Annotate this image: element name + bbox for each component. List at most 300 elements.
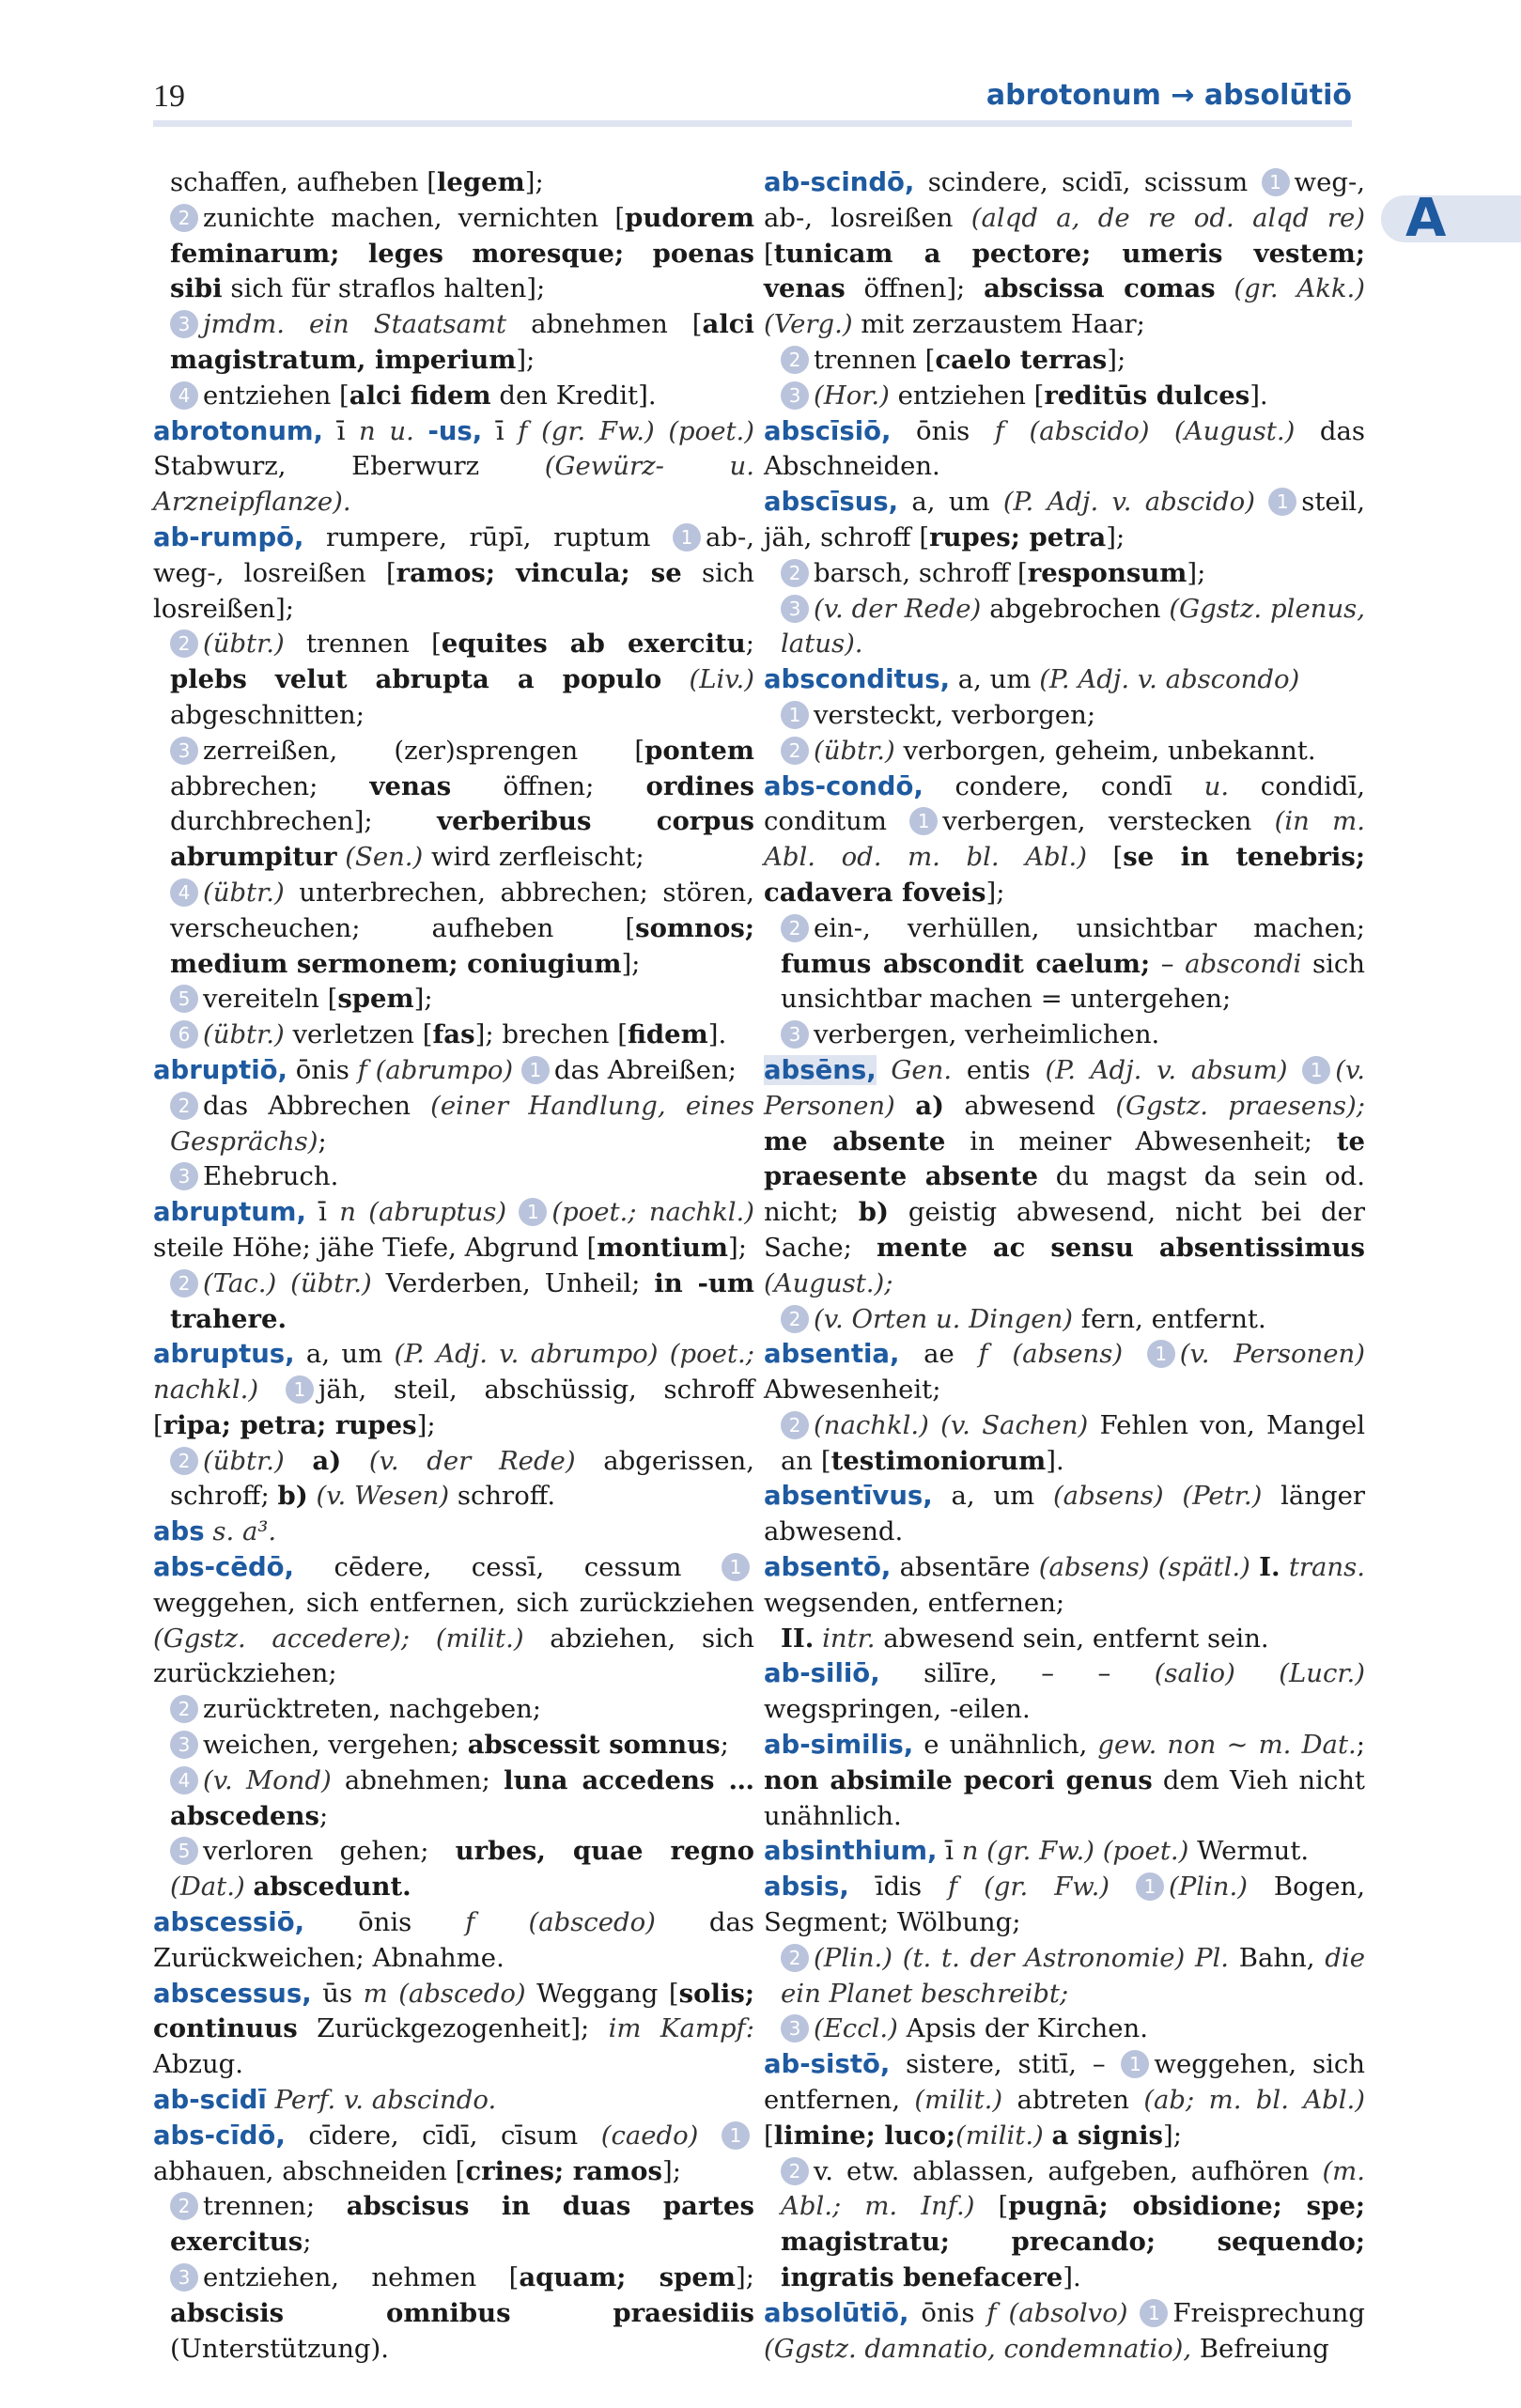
headword: ab-scidī [153, 2085, 267, 2116]
entry-text: abbrechen; [170, 770, 370, 801]
sense-paragraph [764, 379, 1365, 414]
grammar-note: n (gr. Fw.) (poet.) [961, 1836, 1189, 1867]
latin-example: a) [312, 1445, 342, 1476]
sense-number-badge: 2 [781, 559, 809, 587]
entry-text: entziehen [ [889, 380, 1045, 411]
headword: abrotonum, [153, 415, 323, 446]
grammar-note: (August.); [764, 1267, 893, 1298]
latin-example: somnos; medium sermonem; coniugium [170, 912, 754, 979]
grammar-note: (Tac.) (übtr.) [203, 1267, 372, 1298]
dictionary-entry [764, 485, 1365, 556]
entry-text [1128, 2298, 1141, 2328]
entry-text: ōnis [304, 1907, 466, 1938]
headword: abs [153, 1516, 205, 1547]
entry-text: ]; brechen [ [474, 1019, 628, 1050]
entry-text [285, 1446, 313, 1476]
grammar-note: trans. [1288, 1552, 1365, 1583]
sense-number-badge: 1 [781, 701, 809, 729]
entry-text: ; [720, 1730, 729, 1761]
sense-paragraph [153, 201, 754, 307]
grammar-note: (Sen.) [345, 842, 424, 873]
latin-example: abscissa comas [984, 273, 1216, 304]
entry-text [1255, 487, 1268, 517]
sense-number-badge: 4 [170, 878, 198, 907]
entry-text: Weggang [ [525, 1978, 679, 2009]
sense-paragraph [153, 1266, 754, 1338]
latin-example: te praesente absente [764, 1126, 1365, 1192]
headword: absconditus, [764, 664, 951, 695]
entry-text: cīdere, cīdī, cīsum [285, 2120, 601, 2151]
thumb-index-tab [1381, 188, 1521, 249]
grammar-note: (Eccl.) [814, 2013, 898, 2044]
latin-example: responsum [1027, 557, 1187, 588]
grammar-note: (poet.; nachkl.) [551, 1197, 754, 1228]
entry-text: du magst da sein od. nicht; [764, 1161, 1366, 1228]
entry-text: ein-, verhüllen, unsichtbar machen; [814, 912, 1365, 943]
entry-text: Ehebruch. [203, 1161, 339, 1192]
sense-paragraph [764, 556, 1365, 592]
grammar-note: (v. Orten u. Dingen) [814, 1303, 1074, 1334]
latin-example: equites ab exercitu [441, 629, 746, 660]
entry-text: [ [1086, 842, 1124, 873]
sense-paragraph [153, 1692, 754, 1728]
dictionary-entry [764, 1337, 1365, 1408]
sense-number-badge: 1 [1136, 1872, 1164, 1901]
grammar-note: (v. Wesen) [316, 1481, 450, 1512]
entry-text: Bahn, [1229, 1942, 1326, 1973]
entry-text: wegsenden, entfernen; [764, 1587, 1065, 1618]
entry-text: ōnis [908, 2297, 987, 2328]
entry-text: Verderben, Unheil; [371, 1267, 655, 1298]
entry-text: rumpere, rūpī, ruptum [303, 521, 673, 552]
entry-text [895, 1091, 915, 1121]
latin-example: pudorem feminarum; leges moresque; poenas sibi [170, 202, 754, 304]
entry-text: trennen; [203, 2191, 347, 2222]
dictionary-entry [764, 2047, 1365, 2153]
dictionary-entry [153, 2083, 754, 2119]
entry-text: ]; [1163, 2120, 1183, 2151]
latin-example: fumus abscondit caelum; [781, 948, 1151, 979]
entry-text: v. etw. ablassen, aufgeben, aufhören [814, 2155, 1323, 2186]
latin-example: reditūs dulces [1044, 380, 1250, 411]
entry-text: wegspringen, -eilen. [764, 1694, 1031, 1725]
sense-number-badge: 1 [519, 1198, 547, 1226]
sense-paragraph [153, 734, 754, 876]
entry-text: mit zerzaustem Haar; [852, 309, 1145, 340]
headword: abscessus, [153, 1978, 312, 2009]
latin-example: b) [858, 1197, 890, 1228]
sense-number-badge: 3 [170, 2263, 198, 2291]
entry-text: ]; [416, 1409, 436, 1440]
sense-number-badge: 4 [170, 1766, 198, 1794]
latin-example: ordines [645, 770, 754, 801]
latin-example: abscessit somnus [467, 1730, 721, 1761]
entry-text: ]; [1107, 344, 1126, 375]
entry-text [1280, 1552, 1289, 1582]
grammar-note: u. [1203, 770, 1230, 801]
entry-text: unterbrechen, abbrechen; stören, verscheuchen; aufheben [ [170, 877, 754, 943]
entry-text: ī [323, 415, 360, 446]
entry-text: sistere, stitī, – [890, 2049, 1122, 2080]
dictionary-entry [764, 662, 1365, 698]
entry-text: abgeschnitten; [170, 699, 365, 730]
entry-text: ]; [727, 1232, 747, 1263]
grammar-note: (übtr.) [203, 877, 285, 908]
sense-number-badge: 2 [170, 1269, 198, 1297]
sense-number-badge: 6 [170, 1020, 198, 1049]
latin-example: montium [597, 1232, 728, 1263]
sense-number-badge: 1 [1262, 168, 1290, 196]
dictionary-entry [153, 1195, 754, 1266]
entry-text: ]; [1106, 521, 1125, 552]
entry-text: ]. [707, 1019, 727, 1050]
latin-example: pontem [644, 735, 754, 766]
grammar-note: (Ggstz. praesens); [1115, 1090, 1366, 1121]
grammar-note: (m. Abl.; m. Inf.) [781, 2155, 1365, 2222]
entry-text: zurücktreten, nachgeben; [203, 1694, 542, 1725]
entry-text: ]; [516, 344, 535, 375]
entry-text [414, 416, 428, 446]
dictionary-entry [153, 1515, 754, 1550]
grammar-note: (gr. Akk.) (Verg.) [764, 273, 1365, 340]
entry-text: entziehen [ [203, 380, 349, 411]
entry-text: ; [745, 629, 754, 660]
latin-example: abscisus in duas partes exercitus [170, 2191, 754, 2258]
entry-text: ]; [524, 167, 544, 197]
sense-number-badge: 2 [781, 1411, 809, 1439]
sense-paragraph [764, 734, 1365, 769]
entry-text: ]; [413, 984, 433, 1015]
dictionary-entry [153, 414, 754, 520]
entry-text: ab-, weg-, losreißen [ [153, 521, 754, 588]
header-rule [153, 120, 1352, 127]
entry-text: Befreiung [1191, 2333, 1329, 2364]
entry-text: schaffen, aufheben [ [170, 167, 437, 197]
entry-text: abnehmen; [331, 1764, 504, 1795]
entry-text: a, um [932, 1481, 1053, 1512]
entry-text: verborgen, geheim, unbekannt. [894, 735, 1316, 766]
dictionary-entry [153, 1550, 754, 1692]
sense-paragraph [153, 307, 754, 379]
sense-paragraph [153, 1159, 754, 1195]
grammar-note: im Kampf: [608, 2013, 754, 2044]
grammar-note: abscondi [1185, 948, 1302, 979]
headword: abscessiō, [153, 1907, 305, 1938]
entry-text [1288, 1055, 1303, 1085]
entry-text: durchbrechen]; [170, 806, 438, 837]
entry-text: Bogen, Segment; Wölbung; [764, 1872, 1365, 1938]
entry-text: weichen, vergehen; [203, 1730, 468, 1761]
dictionary-entry [764, 1656, 1365, 1728]
latin-example: caelo terras [935, 344, 1108, 375]
entry-text: ōnis [891, 415, 995, 446]
sense-number-badge: 1 [1121, 2050, 1149, 2078]
sense-paragraph [764, 911, 1365, 1018]
grammar-note: (übtr.) [203, 1445, 285, 1476]
grammar-note: (milit.) [914, 2085, 1003, 2116]
grammar-note: (Ggstz. accedere); (milit.) [153, 1623, 524, 1654]
headword: -us, [427, 415, 483, 446]
entry-text: Wermut. [1188, 1836, 1310, 1867]
entry-text: ]; [1187, 557, 1206, 588]
headword: ab-sistō, [764, 2049, 891, 2080]
entry-text: – [1150, 948, 1186, 979]
latin-example: venas [369, 770, 452, 801]
entry-text [341, 1446, 369, 1476]
grammar-note: (P. Adj. v. abrumpo) (poet.; nachkl.) [153, 1339, 755, 1406]
headword: abruptus, [153, 1339, 295, 1370]
entry-text: abgebrochen [981, 593, 1170, 624]
entry-text: abhauen, abschneiden [ [153, 2155, 466, 2186]
entry-text: ī [305, 1197, 340, 1228]
entry-text: abwesend [944, 1090, 1116, 1121]
grammar-note: (v. Personen) [764, 1054, 1366, 1121]
sense-paragraph [153, 876, 754, 982]
entry-text [506, 1197, 519, 1227]
sense-paragraph [764, 1622, 1365, 1657]
sense-number-badge: 2 [781, 346, 809, 374]
entry-text: a, um [294, 1339, 395, 1370]
latin-example: spem [337, 984, 414, 1015]
entry-text: sich für straflos halten]; [222, 273, 546, 304]
entry-text: schroff. [449, 1481, 556, 1512]
grammar-note: n (abruptus) [339, 1197, 507, 1228]
sense-paragraph [153, 1834, 754, 1905]
entry-text: ; [303, 2227, 312, 2258]
entry-text: verbergen, verstecken [942, 806, 1275, 837]
sense-number-badge: 3 [170, 737, 198, 765]
entry-text: ae [899, 1339, 979, 1370]
left-column [153, 165, 754, 2367]
entry-text: (Unterstützung). [170, 2333, 389, 2364]
dictionary-entry [764, 1728, 1365, 1834]
grammar-note: n u. [359, 415, 414, 446]
sense-number-badge: 1 [1140, 2299, 1168, 2327]
entry-text: das Abreißen; [553, 1054, 737, 1085]
grammar-note: (v. der Rede) [368, 1445, 576, 1476]
sense-number-badge: 1 [909, 807, 938, 835]
dictionary-entry [764, 165, 1365, 343]
entry-text: absentāre [891, 1552, 1039, 1583]
sense-number-badge: 2 [781, 1305, 809, 1333]
sense-paragraph [764, 343, 1365, 379]
sense-number-badge: 2 [170, 1695, 198, 1723]
latin-example: luna accedens … abscedens [170, 1764, 754, 1831]
grammar-note: (milit.) [955, 2120, 1044, 2151]
entry-text: abgerissen, schroff; [170, 1445, 755, 1512]
sense-number-badge: 2 [170, 2192, 198, 2220]
entry-text [1110, 1872, 1136, 1902]
entry-text: weggehen, sich entfernen, [764, 2049, 1365, 2116]
grammar-note: (übtr.) [814, 735, 895, 766]
entry-text: scindere, scidī, scissum [914, 167, 1262, 197]
entry-text: Zurückgezogenheit]; [297, 2013, 609, 2044]
latin-example: legem [436, 167, 525, 197]
latin-example: fas [432, 1019, 475, 1050]
entry-text: Apsis der Kirchen. [897, 2013, 1148, 2044]
dictionary-entry [764, 1870, 1365, 1941]
entry-text: a, um [950, 664, 1040, 695]
dictionary-entry [764, 414, 1365, 486]
latin-example: ripa; petra; rupes [163, 1409, 417, 1440]
sense-number-badge: 1 [521, 1056, 550, 1084]
latin-example: verberibus corpus abrumpitur [170, 806, 754, 873]
entry-text: steil, jäh, schroff [ [764, 487, 1365, 552]
sense-number-badge: 3 [781, 595, 809, 623]
sense-paragraph [153, 2260, 754, 2367]
headword: abs-cēdō, [153, 1552, 295, 1583]
entry-text [1216, 273, 1234, 303]
sense-paragraph [764, 1302, 1365, 1338]
entry-text: abwesend sein, entfernt sein. [875, 1623, 1269, 1654]
sense-number-badge: 1 [1302, 1056, 1330, 1084]
latin-example: solis; continuus [153, 1978, 754, 2044]
sense-paragraph [153, 1728, 754, 1763]
entry-text: öffnen; [451, 770, 646, 801]
entry-text: fern, entfernt. [1073, 1303, 1266, 1334]
entry-text: ūs [311, 1978, 364, 2009]
entry-text: e unähnlich, [913, 1730, 1098, 1761]
latin-example: a signis [1051, 2120, 1164, 2151]
sense-paragraph [153, 2189, 754, 2260]
sense-number-badge: 3 [781, 381, 809, 410]
latin-example: urbes, quae regno [455, 1836, 755, 1867]
entry-text [814, 1623, 822, 1654]
grammar-note: jmdm. ein Staatsamt [203, 309, 507, 340]
entry-text: vereiteln [ [203, 984, 338, 1015]
dictionary-entry [764, 769, 1365, 911]
sense-number-badge: 1 [722, 2121, 750, 2150]
entry-text: ī [937, 1836, 962, 1867]
entry-text: länger abwesend. [764, 1481, 1366, 1547]
latin-example: I. [1259, 1552, 1280, 1583]
sense-paragraph [153, 982, 754, 1018]
entry-text: condere, condī [923, 770, 1204, 801]
entry-text: cēdere, cessī, cessum [294, 1552, 722, 1583]
entry-text: ōnis [287, 1054, 358, 1085]
entry-text: in meiner Abwesenheit; [945, 1126, 1337, 1157]
grammar-note: (übtr.) [203, 629, 285, 660]
entry-text: ]; [986, 877, 1005, 908]
grammar-note: (v. Mond) [203, 1764, 332, 1795]
latin-example: limine; luco; [773, 2120, 956, 2151]
sense-paragraph [764, 1408, 1365, 1480]
entry-text: ; [1356, 1730, 1365, 1761]
grammar-note: (alqd a, de re od. alqd re) [970, 202, 1365, 233]
entry-text: ]; [735, 2262, 754, 2293]
entry-text [698, 2121, 722, 2151]
entry-text: weg-, ab-, losreißen [764, 167, 1365, 233]
grammar-note: (salio) (Lucr.) [1154, 1658, 1365, 1689]
entry-text: Abwesenheit; [764, 1375, 941, 1406]
entry-text: geistig abwesend, nicht bei der Sache; [764, 1197, 1365, 1263]
dictionary-entry [153, 1053, 754, 1089]
grammar-note: (Ggstz. plenus, latus). [781, 593, 1366, 660]
latin-example: mente ac sensu absentissimus [877, 1232, 1365, 1263]
sense-number-badge: 2 [781, 1944, 809, 1972]
latin-example: a) [915, 1090, 945, 1121]
sense-number-badge: 1 [286, 1375, 314, 1404]
entry-text: sich unsichtbar machen = untergehen; [781, 948, 1365, 1015]
latin-example: II. [781, 1623, 815, 1654]
entry-text: [ [974, 2191, 1009, 2222]
grammar-note: (übtr.) [203, 1019, 285, 1050]
latin-example: ramos; vincula; se [396, 557, 682, 588]
entry-text [337, 842, 346, 872]
dictionary-entry [153, 520, 754, 627]
sense-number-badge: 1 [673, 523, 701, 552]
latin-example: alci magistratum, imperium [170, 309, 754, 375]
entry-text: verletzen [ [284, 1019, 433, 1050]
grammar-note: f (absens) [978, 1339, 1124, 1370]
entry-text [877, 1055, 892, 1085]
latin-example: me absente [764, 1126, 946, 1157]
entry-text: jäh, steil, abschüssig, schroff [ [153, 1375, 754, 1440]
grammar-note: m (abscedo) [363, 1978, 526, 2009]
entry-text: Fehlen von, Mangel an [ [781, 1409, 1365, 1476]
grammar-note: (nachkl.) (v. Sachen) [814, 1409, 1089, 1440]
sense-paragraph [764, 1018, 1365, 1053]
headword: abs-condō, [764, 770, 923, 801]
section-letter: A [1405, 188, 1447, 249]
sense-number-badge: 1 [1268, 488, 1296, 516]
grammar-note: die ein Planet beschreibt; [781, 1942, 1365, 2009]
grammar-note: intr. [822, 1623, 876, 1654]
grammar-note: f (gr. Fw.) (poet.) [518, 415, 755, 446]
grammar-note: f (abscido) (August.) [994, 415, 1296, 446]
entry-text: Abzug. [153, 2049, 244, 2080]
dictionary-entry [764, 1550, 1365, 1622]
entry-text: öffnen]; [845, 273, 985, 304]
entry-text: ]. [1046, 1445, 1064, 1476]
page-number: 19 [153, 79, 185, 114]
sense-paragraph [153, 1089, 754, 1160]
entry-text: condidī, conditum [764, 770, 1365, 837]
entry-text: das Zurückweichen; Abnahme. [153, 1907, 754, 1973]
grammar-note: (Hor.) [814, 380, 890, 411]
entry-text: verbergen, verheimlichen. [814, 1019, 1160, 1050]
sense-paragraph [153, 1018, 754, 1053]
dictionary-entry [764, 2296, 1365, 2368]
sense-paragraph [764, 2154, 1365, 2296]
entry-text: [ [764, 2120, 774, 2151]
entry-text: entis [952, 1054, 1046, 1085]
entry-text: ī [482, 415, 519, 446]
entry-text: das Abbrechen [203, 1090, 431, 1121]
sense-paragraph [764, 592, 1365, 663]
entry-text: ]. [1249, 380, 1268, 411]
latin-example: abscisis omnibus praesidiis [170, 2297, 754, 2328]
headword: ab-rumpō, [153, 521, 304, 552]
grammar-note: f (abscedo) [465, 1907, 656, 1938]
grammar-note: s. a³. [212, 1516, 277, 1547]
entry-text: īdis [848, 1872, 948, 1903]
right-column [764, 165, 1365, 2367]
latin-example: in -um trahere. [170, 1267, 754, 1334]
entry-text: silīre, – – [879, 1658, 1155, 1689]
grammar-note: (caedo) [600, 2120, 699, 2151]
latin-example: abscedunt. [253, 1872, 411, 1903]
sense-number-badge: 2 [781, 737, 809, 765]
sense-number-badge: 3 [170, 310, 198, 338]
entry-text [661, 664, 689, 694]
entry-text: ]; [661, 2155, 681, 2186]
entry-text: den Kredit]. [490, 380, 657, 411]
headword: abscīsiō, [764, 415, 892, 446]
dictionary-entry [153, 1905, 754, 1977]
headword: absentia, [764, 1339, 900, 1370]
latin-example: pugnā; obsidione; spe; magistratu; precando; sequendo; ingratis benefacere [781, 2191, 1365, 2293]
